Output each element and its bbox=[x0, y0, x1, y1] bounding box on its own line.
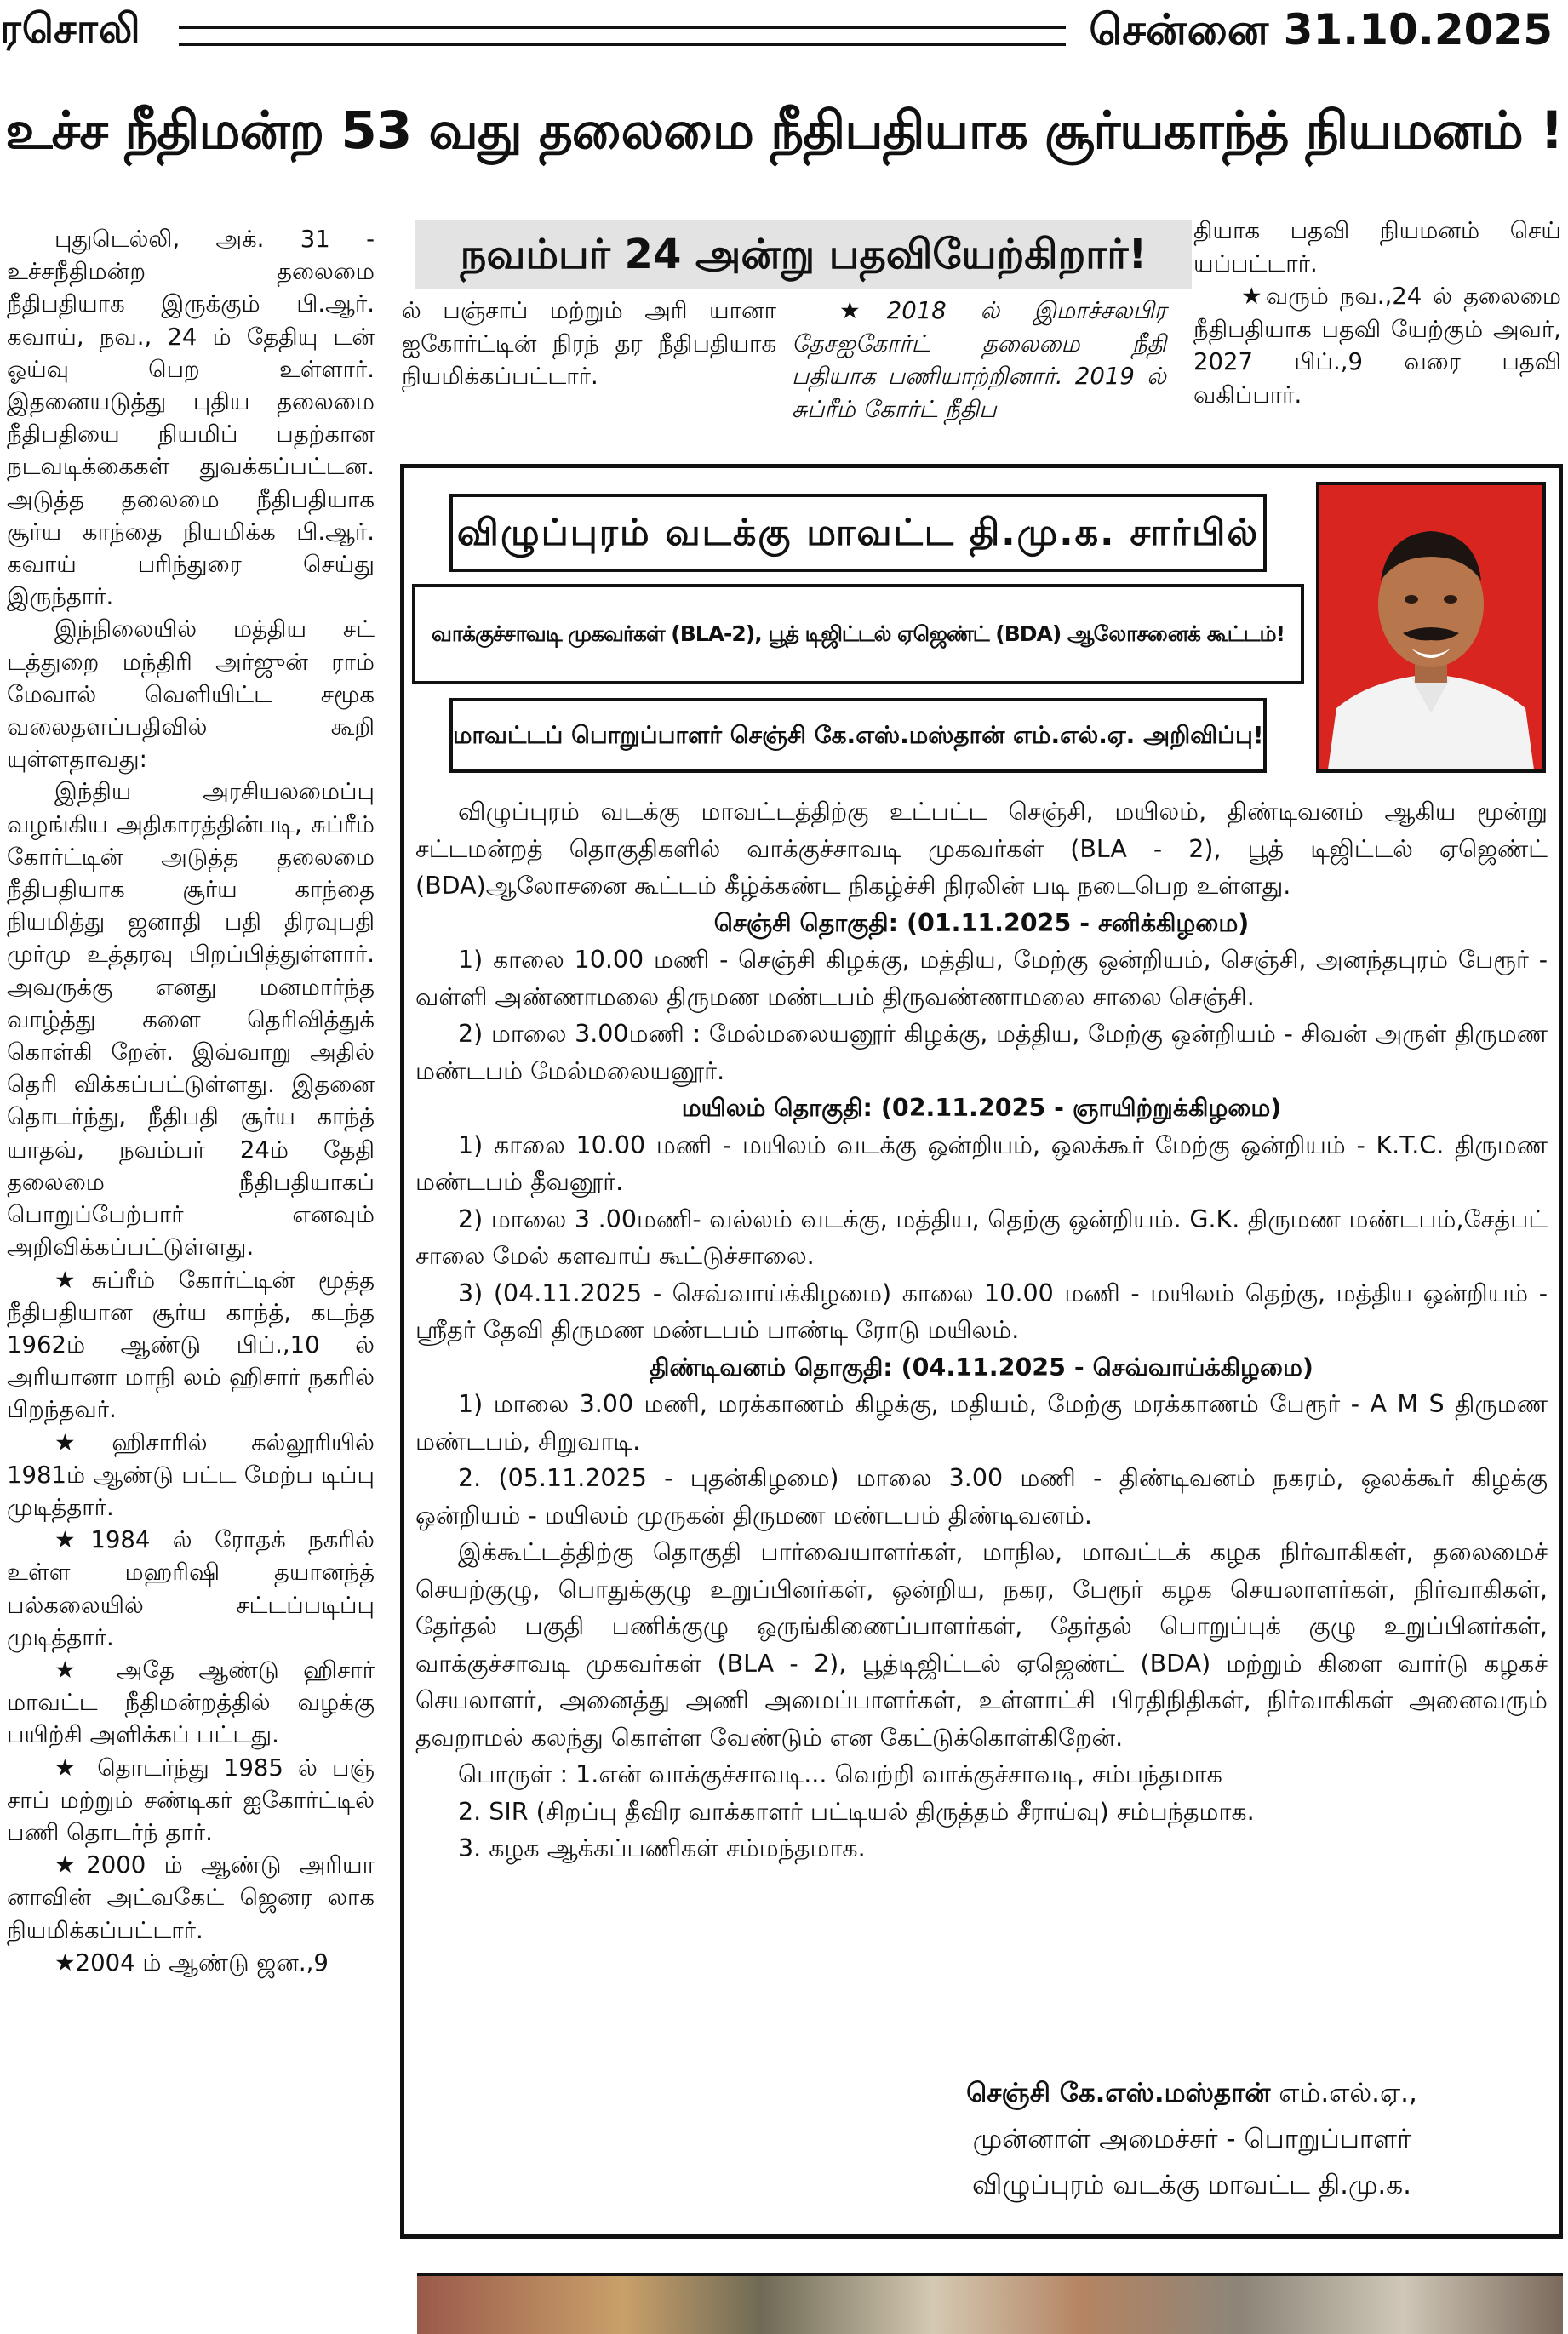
story-paragraph: ல் பஞ்சாப் மற்றும் அரி யானா ஐகோர்ட்டின் நிரந் தர நீதிபதியாக நியமிக்கப்பட்டார். bbox=[402, 297, 776, 390]
story-paragraph: ★ஹிசாரில் கல்லூரியில் 1981ம் ஆண்டு பட்ட மேற்ப டிப்பு முடித்தார். bbox=[7, 1428, 375, 1521]
schedule-item: 2. (05.11.2025 - புதன்கிழமை) மாலை 3.00 மணி - திண்டிவனம் நகரம், ஒலக்கூர் கிழக்கு ஒன்றியம் - மயிலம் முருகன் திருமண மண்டபம் திண்டிவனம். bbox=[415, 1464, 1548, 1530]
agenda-item: 2. SIR (சிறப்பு தீவிர வாக்காளர் பட்டியல் திருத்தம் சீராய்வு) சம்பந்தமாக. bbox=[458, 1797, 1255, 1826]
story-paragraph: ★1984 ல் ரோதக் நகரில் உள்ள மஹரிஷி தயானந்த் பல்கலையில் சட்டப்படிப்பு முடித்தார். bbox=[7, 1526, 375, 1651]
constituency-heading: செஞ்சி தொகுதி: (01.11.2025 - சனிக்கிழமை) bbox=[713, 908, 1250, 937]
story-paragraph: ★2018 ல் இமாச்சலபிர தேசஐகோர்ட் தலைமை நீதி பதியாக பணியாற்றினார். 2019 ல் சுப்ரீம் கோர்ட் நீதிப bbox=[792, 297, 1166, 423]
story-paragraph: இந்திய அரசியலமைப்பு வழங்கிய அதிகாரத்தின்படி, சுப்ரீம் கோர்ட்டின் அடுத்த தலைமை நீதிபதியாக சூர்ய காந்தை நியமித்து ஜனாதி பதி திரவுபதி முர்மு உத்தரவு பிறப்பித்துள்ளார். அவருக்கு எனது மனமார்ந்த வாழ்த்து களை தெரிவித்துக் கொள்கி றேன். இவ்வாறு அதில் தெரி விக்கப்பட்டுள்ளது. இதனை தொடர்ந்து, நீதிபதி சூர்ய காந்த் யாதவ், நவம்பர் 24ம் தேதி தலைமை நீதிபதியாகப் பொறுப்பேற்பார் எனவும் அறிவிக்கப்பட்டுள்ளது. bbox=[7, 778, 375, 1261]
story-column-3 bbox=[792, 295, 1166, 426]
signature-line-3: விழுப்புரம் வடக்கு மாவட்ட தி.மு.க. bbox=[972, 2170, 1411, 2200]
subheadline: நவம்பர் 24 அன்று பதவியேற்கிறார்! bbox=[415, 220, 1192, 289]
agenda-item: பொருள் : 1.என் வாக்குச்சாவடி... வெற்றி வாக்குச்சாவடி, சம்பந்தமாக bbox=[458, 1760, 1222, 1788]
ad-body bbox=[415, 793, 1548, 1868]
ad-intro: விழுப்புரம் வடக்கு மாவட்டத்திற்கு உட்பட்ட செஞ்சி, மயிலம், திண்டிவனம் ஆகிய மூன்று சட்டமன்றத் தொகுதிகளில் வாக்குச்சாவடி முகவர்கள் (BLA - 2), பூத் டிஜிட்டல் ஏஜெண்ட் (BDA)ஆலோசனை கூட்டம் கீழ்க்கண்ட நிகழ்ச்சி நிரலின் படி நடைபெற உள்ளது. bbox=[415, 798, 1548, 900]
schedule-item: 2) மாலை 3.00மணி : மேல்மலையனூர் கிழக்கு, மத்திய, மேற்கு ஒன்றியம் - சிவன் அருள் திருமண மண்டபம் மேல்மலையனூர். bbox=[415, 1020, 1548, 1085]
story-paragraph: ★ அதே ஆண்டு ஹிசார் மாவட்ட நீதிமன்றத்தில் வழக்கு பயிற்சி அளிக்கப் பட்டது. bbox=[7, 1656, 375, 1749]
story-paragraph: ★2000 ம் ஆண்டு அரியா னாவின் அட்வகேட் ஜெனர லாக நியமிக்கப்பட்டார். bbox=[7, 1851, 375, 1944]
story-paragraph: ★சுப்ரீம் கோர்ட்டின் மூத்த நீதிபதியான சூர்ய காந்த், கடந்த 1962ம் ஆண்டு பிப்.,10 ல் அரியானா மாநி லம் ஹிசார் நகரில் பிறந்தவர். bbox=[7, 1266, 375, 1424]
story-paragraph: தியாக பதவி நியமனம் செய் யப்பட்டார். bbox=[1193, 217, 1561, 277]
portrait-photo bbox=[1316, 482, 1546, 773]
ad-meeting-title: வாக்குச்சாவடி முகவர்கள் (BLA-2), பூத் டிஜிட்டல் ஏஜெண்ட் (BDA) ஆலோசனைக் கூட்டம்! bbox=[412, 584, 1304, 684]
bottom-photo bbox=[417, 2273, 1563, 2334]
signatory-title: எம்.எல்.ஏ., bbox=[1270, 2078, 1417, 2108]
signatory-name: செஞ்சி கே.எஸ்.மஸ்தான் bbox=[966, 2078, 1271, 2108]
schedule-item: 1) காலை 10.00 மணி - மயிலம் வடக்கு ஒன்றியம், ஒலக்கூர் மேற்கு ஒன்றியம் - K.T.C. திருமண மண்டபம் தீவனூர். bbox=[415, 1130, 1548, 1196]
headline: உச்ச நீதிமன்ற 53 வது தலைமை நீதிபதியாக சூர்யகாந்த் நியமனம் ! bbox=[5, 100, 1563, 161]
story-paragraph: புதுடெல்லி, அக். 31 - உச்சநீதிமன்ற தலைமை நீதிபதியாக இருக்கும் பி.ஆர். கவாய், நவ., 24 ம் தேதியு டன் ஓய்வு பெற உள்ளார். இதனையடுத்து புதிய தலைமை நீதிபதியை நியமிப் பதற்கான நடவடிக்கைகள் துவக்கப்பட்டன. அடுத்த தலைமை நீதிபதியாக சூர்ய காந்தை நியமிக்க பி.ஆர். கவாய் பரிந்துரை செய்து இருந்தார். bbox=[7, 226, 375, 611]
left-column-story bbox=[7, 223, 375, 1979]
ad-title: விழுப்புரம் வடக்கு மாவட்ட தி.மு.க. சார்பில் bbox=[449, 494, 1267, 572]
story-paragraph: ★ தொடர்ந்து 1985 ல் பஞ் சாப் மற்றும் சண்டிகர் ஐகோர்ட்டில் பணி தொடர்ந் தார். bbox=[7, 1753, 375, 1846]
story-column-2 bbox=[402, 295, 776, 393]
signature-block bbox=[885, 2070, 1498, 2208]
constituency-heading: மயிலம் தொகுதி: (02.11.2025 - ஞாயிற்றுக்கிழமை) bbox=[681, 1094, 1282, 1122]
schedule-item: 2) மாலை 3 .00மணி- வல்லம் வடக்கு, மத்திய, தெற்கு ஒன்றியம். G.K. திருமண மண்டபம்,சேத்பட் சாலை மேல் களவாய் கூட்டுச்சாலை. bbox=[415, 1204, 1548, 1270]
signature-line-1 bbox=[885, 2070, 1498, 2116]
schedule-item: 1) காலை 10.00 மணி - செஞ்சி கிழக்கு, மத்திய, மேற்கு ஒன்றியம், செஞ்சி, அனந்தபுரம் பேரூர் - வள்ளி அண்ணாமலை திருமண மண்டபம் திருவண்ணாமலை சாலை செஞ்சி. bbox=[415, 946, 1548, 1011]
signature-line-2: முன்னாள் அமைச்சர் - பொறுப்பாளர் bbox=[972, 2124, 1411, 2154]
ad-announcer-line: மாவட்டப் பொறுப்பாளர் செஞ்சி கே.எஸ்.மஸ்தான் எம்.எல்.ஏ. அறிவிப்பு! bbox=[449, 698, 1267, 773]
constituency-heading: திண்டிவனம் தொகுதி: (04.11.2025 - செவ்வாய்க்கிழமை) bbox=[650, 1353, 1313, 1382]
masthead-rule bbox=[179, 26, 1066, 46]
portrait-illustration bbox=[1319, 485, 1542, 769]
dateline: சென்னை 31.10.2025 bbox=[1089, 5, 1553, 54]
story-paragraph: இந்நிலையில் மத்திய சட் டத்துறை மந்திரி அர்ஜுன் ராம் மேவால் வெளியிட்ட சமூக வலைதளப்பதிவில் கூறி யுள்ளதாவது: bbox=[7, 615, 375, 774]
schedule-item: 1) மாலை 3.00 மணி, மரக்காணம் கிழக்கு, மதியம், மேற்கு மரக்காணம் பேரூர் - A M S திருமண மண்டபம், சிறுவாடி. bbox=[415, 1390, 1548, 1456]
newspaper-name: ரசொலி bbox=[0, 5, 141, 53]
story-paragraph: ★2004 ம் ஆண்டு ஜன.,9 bbox=[54, 1948, 329, 1976]
agenda-item: 3. கழக ஆக்கப்பணிகள் சம்மந்தமாக. bbox=[458, 1834, 866, 1862]
story-column-4 bbox=[1193, 215, 1561, 411]
story-paragraph: ★வரும் நவ.,24 ல் தலைமை நீதிபதியாக பதவி யேற்கும் அவர், 2027 பிப்.,9 வரை பதவி வகிப்பார். bbox=[1193, 283, 1561, 409]
ad-closing-paragraph: இக்கூட்டத்திற்கு தொகுதி பார்வையாளர்கள், மாநில, மாவட்டக் கழக நிர்வாகிகள், தலைமைச் செயற்குழு, பொதுக்குழு உறுப்பினர்கள், ஒன்றிய, நகர, பேரூர் கழக செயலாளர்கள், நிர்வாகிகள், தேர்தல் பகுதி பணிக்குழு ஒருங்கிணைப்பாளர்கள், தேர்தல் பொறுப்புக் குழு உறுப்பினர்கள், வாக்குச்சாவடி முகவர்கள் (BLA - 2), பூத்டிஜிட்டல் ஏஜெண்ட் (BDA) மற்றும் கிளை வார்டு கழகச் செயலாளர், அனைத்து அணி அமைப்பாளர்கள், உள்ளாட்சி பிரதிநிதிகள், நிர்வாகிகள் அனைவரும் தவறாமல் கலந்து கொள்ள வேண்டும் என கேட்டுக்கொள்கிறேன். bbox=[415, 1538, 1548, 1752]
schedule-item: 3) (04.11.2025 - செவ்வாய்க்கிழமை) காலை 10.00 மணி - மயிலம் தெற்கு, மத்திய ஒன்றியம் - ஸ்ரீதர் தேவி திருமண மண்டபம் பாண்டி ரோடு மயிலம். bbox=[415, 1279, 1548, 1344]
